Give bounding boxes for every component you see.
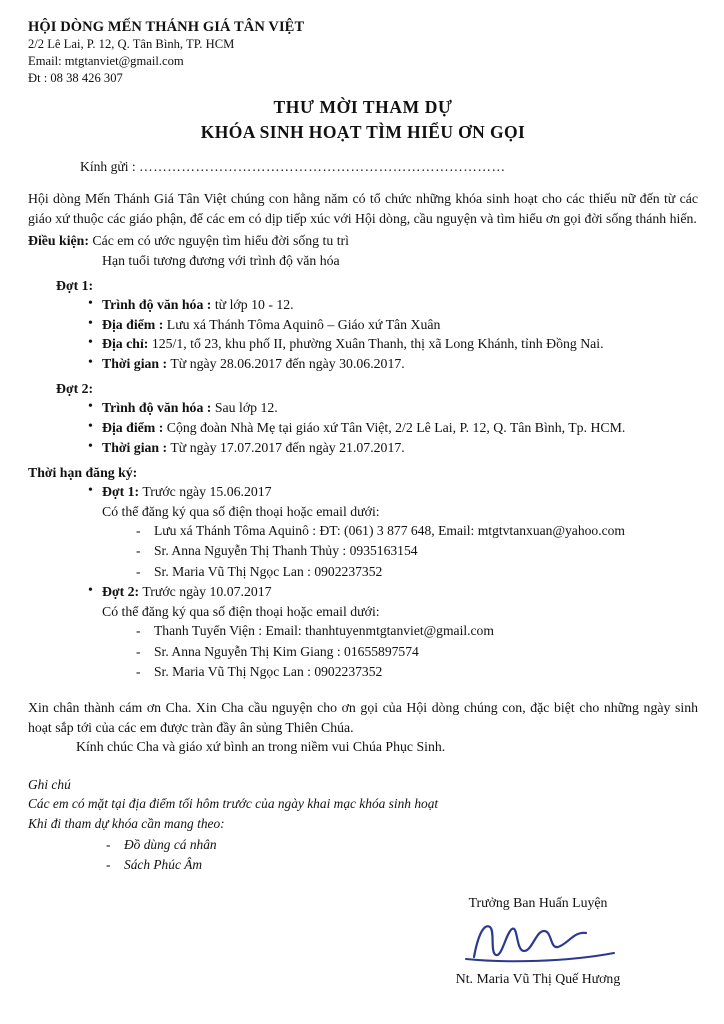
batch-2-list — [28, 398, 698, 458]
note-item: - Đồ dùng cá nhân — [106, 835, 698, 855]
organization-phone: Đt : 08 38 426 307 — [28, 70, 123, 85]
item-value: Từ ngày 28.06.2017 đến ngày 30.06.2017. — [167, 356, 405, 372]
letterhead — [28, 18, 698, 86]
batch-2 — [28, 381, 698, 458]
title-line-2: KHÓA SINH HOẠT TÌM HIỂU ƠN GỌI — [200, 121, 526, 142]
batch-1 — [28, 278, 698, 374]
item-label: Trình độ văn hóa : — [102, 296, 212, 312]
item-label: Địa điểm : — [102, 419, 164, 435]
closing-wish: Kính chúc Cha và giáo xứ bình an trong niềm vui Chúa Phục Sinh. — [76, 739, 446, 755]
list-item — [88, 334, 698, 354]
deadline-group-1 — [28, 482, 698, 502]
notes-title: Ghi chú — [28, 777, 71, 793]
contact-item: - Thanh Tuyển Viện : Email: thanhtuyenmtgtanviet@gmail.com — [136, 621, 698, 641]
batch-1-list — [28, 295, 698, 374]
contact-item: - Sr. Maria Vũ Thị Ngọc Lan : 0902237352 — [136, 662, 698, 682]
deadline-group-2-contacts — [28, 621, 698, 681]
item-value: Lưu xá Thánh Tôma Aquinô – Giáo xứ Tân Xuân — [163, 316, 441, 332]
contact-item: - Sr. Maria Vũ Thị Ngọc Lan : 0902237352 — [136, 562, 698, 582]
item-label: Thời gian : — [102, 439, 168, 455]
notes-line-1: Các em có mặt tại địa điểm tối hôm trước của ngày khai mạc khóa sinh hoạt — [28, 796, 439, 812]
batch-1-title: Đợt 1: — [56, 277, 94, 293]
group-label: Đợt 2: — [102, 583, 140, 599]
list-item — [88, 438, 698, 458]
signature-mark — [388, 913, 688, 967]
deadline-group-1-note: Có thể đăng ký qua số điện thoại hoặc email dưới: — [102, 503, 380, 519]
list-item — [88, 418, 698, 438]
recipient-label: Kính gửi : — [80, 159, 140, 175]
notes-items — [28, 835, 698, 875]
contact-item: - Sr. Anna Nguyễn Thị Thanh Thủy : 0935163154 — [136, 541, 698, 561]
group-label: Đợt 1: — [102, 483, 140, 499]
conditions-label: Điều kiện: — [28, 233, 89, 249]
item-label: Địa điểm : — [102, 316, 164, 332]
intro-paragraph: Hội dòng Mến Thánh Giá Tân Việt chúng con hằng năm có tổ chức những khóa sinh hoạt cho các thiếu nữ đến từ các giáo xứ thuộc các giáo phận, để các em có dịp tiếp xúc với Hội dòng, cầu nguyện và tìm hiểu ơn gọi đời sống thánh hiến. — [28, 191, 698, 226]
organization-email: Email: mtgtanviet@gmail.com — [28, 53, 184, 68]
closing-paragraph: Xin chân thành cám ơn Cha. Xin Cha cầu nguyện cho ơn gọi của Hội dòng chúng con, đặc biệt cho những ngày sinh hoạt sắp tới của các em được tràn đầy ân sủng Thiên Chúa. — [28, 699, 698, 735]
item-value: Cộng đoàn Nhà Mẹ tại giáo xứ Tân Việt, 2/2 Lê Lai, P. 12, Q. Tân Bình, Tp. HCM. — [163, 419, 626, 435]
notes-block — [28, 777, 698, 875]
deadline-group-2 — [28, 582, 698, 602]
list-item — [88, 482, 698, 502]
item-value: từ lớp 10 - 12. — [211, 296, 294, 312]
list-item — [88, 315, 698, 335]
group-value: Trước ngày 10.07.2017 — [139, 583, 272, 599]
item-label: Địa chỉ: — [102, 336, 149, 352]
list-item — [88, 582, 698, 602]
batch-2-title: Đợt 2: — [56, 381, 94, 397]
conditions-line — [28, 231, 698, 251]
document-title — [28, 96, 698, 145]
deadline-group-1-contacts — [28, 521, 698, 581]
deadline-group-2-note: Có thể đăng ký qua số điện thoại hoặc email dưới: — [102, 603, 380, 619]
signature-block — [388, 893, 688, 988]
recipient-line — [80, 159, 698, 175]
item-label: Thời gian : — [102, 356, 168, 372]
closing-block — [28, 698, 698, 758]
item-value: 125/1, tổ 23, khu phố II, phường Xuân Thanh, thị xã Long Khánh, tỉnh Đồng Nai. — [148, 336, 604, 352]
list-item — [88, 398, 698, 418]
contact-item: - Sr. Anna Nguyễn Thị Kim Giang : 01655897574 — [136, 642, 698, 662]
recipient-dots: …………………………………………………………………… — [139, 159, 506, 175]
title-line-1: THƯ MỜI THAM DỰ — [273, 97, 453, 118]
item-label: Trình độ văn hóa : — [102, 400, 212, 416]
conditions-text: Các em có ước nguyện tìm hiểu đời sống tu trì — [88, 233, 349, 249]
organization-name: HỘI DÒNG MẾN THÁNH GIÁ TÂN VIỆT — [28, 19, 305, 35]
signature-name: Nt. Maria Vũ Thị Quế Hương — [455, 970, 621, 986]
list-item — [88, 354, 698, 374]
conditions-second-line: Hạn tuổi tương đương với trình độ văn hóa — [102, 253, 340, 269]
group-value: Trước ngày 15.06.2017 — [139, 483, 272, 499]
organization-address: 2/2 Lê Lai, P. 12, Q. Tân Bình, TP. HCM — [28, 37, 235, 52]
note-item: - Sách Phúc Âm — [106, 855, 698, 875]
deadline-heading: Thời hạn đăng ký: — [28, 464, 138, 480]
item-value: Từ ngày 17.07.2017 đến ngày 21.07.2017. — [167, 439, 405, 455]
list-item — [88, 295, 698, 315]
notes-line-2: Khi đi tham dự khóa cần mang theo: — [28, 815, 225, 831]
signature-role: Trưởng Ban Huấn Luyện — [468, 895, 608, 911]
contact-item: - Lưu xá Thánh Tôma Aquinô : ĐT: (061) 3 877 648, Email: mtgtvtanxuan@yahoo.com — [136, 521, 698, 541]
item-value: Sau lớp 12. — [211, 400, 278, 416]
